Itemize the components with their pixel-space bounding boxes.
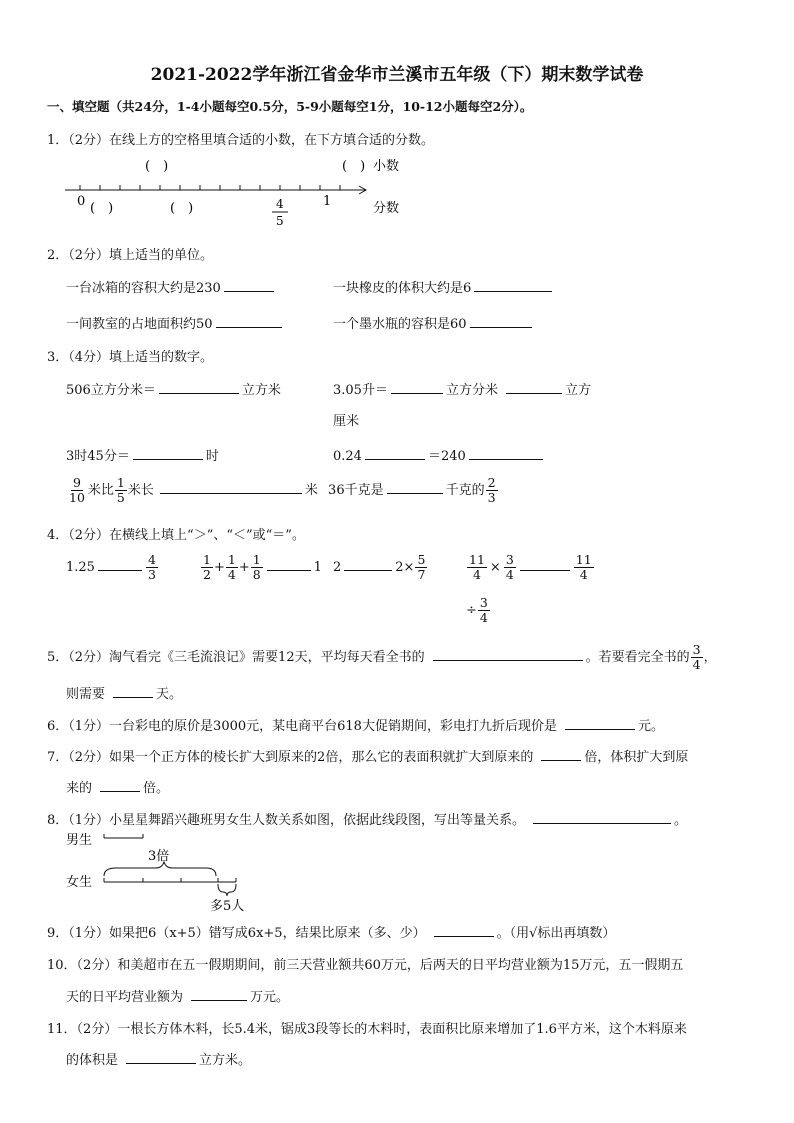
fraction-denominator: 5 [276,214,284,228]
fraction: $\frac{1}{8}$ [252,552,261,582]
q11-unit: 立方米。 [199,1053,252,1068]
q3-d2: ＝240 [427,449,466,464]
q7-text: 7．（2分）如果一个正方体的棱长扩大到原来的2倍，那么它的表面积就扩大到原来的 [47,750,534,765]
q4-c1: 2 [333,560,342,575]
question-4: 4．（2分）在横线上填上“＞”、“＜”或“＝”。 [47,528,305,543]
q4-item-d-cont [466,596,491,625]
question-10: 10．（2分）和美超市在五一假期期间，前三天营业额共60万元，后两天的日平均营业额为15万元，五一假期五 [47,958,684,973]
answer-blank[interactable] [100,778,140,792]
question-10-cont [66,986,289,1005]
q4-c2: 2× [395,560,415,575]
brace-top [104,862,216,876]
q4-a1: 1.25 [66,560,95,575]
page-title: 2021-2022学年浙江省金华市兰溪市五年级（下）期末数学试卷 [150,65,644,85]
q10-unit: 万元。 [250,990,290,1005]
zero-label: 0 [77,194,86,209]
q4-item-b [200,553,322,582]
q5-text2: 。若要看完全书的 [585,650,690,665]
question-6 [47,715,664,734]
q4-item-d [466,553,595,582]
q6-unit: 元。 [637,719,664,734]
plus-sign: + [238,560,250,575]
times-sign: × [489,560,501,575]
q3-c1: 3时45分＝ [66,449,130,464]
q5-comma: ， [703,650,717,665]
q3-item-d [333,445,546,464]
answer-blank[interactable] [541,747,581,761]
q3-a2: 立方米 [241,383,281,398]
q7-text-d: 倍。 [143,781,170,796]
answer-blank[interactable] [126,1050,196,1064]
fraction: $\frac{3}{4}$ [505,552,514,582]
fraction: $\frac{11}{4}$ [469,552,485,582]
q3-b1: 3.05升＝ [333,383,388,398]
q2-b-text: 一块橡皮的体积大约是6 [333,281,472,296]
answer-blank[interactable] [474,278,552,292]
answer-blank[interactable] [433,647,583,661]
answer-blank[interactable] [98,557,142,571]
q5-text: 5．（2分）淘气看完《三毛流浪记》需要12天，平均每天看全书的 [47,650,425,665]
q3-e-t1: 米比 [87,483,114,498]
fraction-blank-1: ( ) [90,201,114,216]
answer-blank[interactable] [159,380,239,394]
fraction: $\frac{9}{10}$ [69,475,85,505]
q9-text: 9．（1分）如果把6（x+5）错写成6x+5，结果比原来（多、少） [47,926,426,941]
answer-blank[interactable] [506,380,562,394]
q5-line2a: 则需要 [66,687,106,702]
q3-f2: 千克的 [445,483,485,498]
decimal-blank-1: ( ) [145,159,169,174]
answer-blank[interactable] [434,923,494,937]
q3-item-b-cont: 厘米 [333,414,360,429]
q3-item-b [333,379,591,398]
answer-blank[interactable] [469,446,543,460]
girl-segment [104,878,236,882]
fraction: $\frac{4}{3}$ [147,552,156,582]
divide-sign: ÷ [466,603,477,618]
question-11: 11．（2分）一根长方体木料，长5.4米，锯成3段等长的木料时，表面积比原来增加了1.6平方米，这个木料原来 [47,1022,687,1037]
boy-label: 男生 [66,833,93,848]
answer-blank[interactable] [520,557,570,571]
q4-item-c [333,553,428,582]
girl-label: 女生 [66,875,93,890]
fraction-blank-2: ( ) [170,201,194,216]
fraction: $\frac{1}{5}$ [116,475,125,505]
q4-item-a [66,553,159,582]
answer-blank[interactable] [160,480,302,494]
question-3: 3．（4分）填上适当的数字。 [47,350,214,365]
decimal-blank-2: ( ) [342,159,366,174]
q8-end: 。 [674,813,688,828]
q2-c-text: 一间教室的占地面积约50 [66,317,213,332]
number-line-figure [60,155,420,235]
q8-text: 8．（1分）小星星舞蹈兴趣班男女生人数关系如图，依据此线段图，写出等量关系。 [47,813,526,828]
answer-blank[interactable] [470,314,532,328]
answer-blank[interactable] [113,684,153,698]
q2-a-text: 一台冰箱的容积大约是230 [66,281,221,296]
q3-e-t3: 米 [304,483,318,498]
more5-label: 多5人 [210,899,245,914]
q3-a1: 506立方分米＝ [66,383,156,398]
q3-c2: 时 [205,449,219,464]
question-7-cont [66,777,169,796]
ticks [80,185,340,190]
answer-blank[interactable] [216,314,282,328]
answer-blank[interactable] [533,810,671,824]
q5-line2b: 天。 [156,687,183,702]
one-label: 1 [323,194,332,209]
fraction: $\frac{3}{4}$ [692,642,701,672]
question-9 [47,922,615,941]
q7-text-b: 倍，体积扩大到原 [584,750,689,765]
question-1: 1．（2分）在线上方的空格里填合适的小数，在下方填合适的分数。 [47,133,435,148]
decimal-label: 小数 [373,159,400,174]
answer-blank[interactable] [267,557,311,571]
q3-b2: 立方分米 [445,383,498,398]
q9-end: 。（用√标出再填数） [496,926,616,941]
question-2: 2．（2分）填上适当的单位。 [47,248,214,263]
question-7 [47,746,688,765]
answer-blank[interactable] [191,987,247,1001]
q6-text: 6．（1分）一台彩电的原价是3000元，某电商平台618大促销期间，彩电打九折后现价是 [47,719,557,734]
question-11-cont [66,1049,251,1068]
answer-blank[interactable] [133,446,203,460]
q3-b3: 立方 [564,383,591,398]
q2-item-d [333,313,535,332]
q11-text-b: 的体积是 [66,1053,119,1068]
answer-blank[interactable] [365,446,425,460]
q2-d-text: 一个墨水瓶的容积是60 [333,317,467,332]
q7-text-c: 来的 [66,781,93,796]
q2-item-c [66,313,285,332]
q3-f1: 36千克是 [328,483,384,498]
section-heading: 一、填空题（共24分，1-4小题每空0.5分，5-9小题每空1分，10-12小题每空2分）。 [47,99,533,114]
brace-bottom [218,884,236,896]
fraction: $\frac{1}{4}$ [227,552,236,582]
q3-d1: 0.24 [333,449,362,464]
answer-blank[interactable] [387,480,443,494]
q3-item-c [66,445,219,464]
question-5 [47,643,717,672]
answer-blank[interactable] [224,278,274,292]
answer-blank[interactable] [565,716,635,730]
q3-item-e [66,476,499,505]
answer-blank[interactable] [344,557,392,571]
fraction-numerator: 4 [276,197,284,211]
fraction: $\frac{5}{7}$ [417,552,426,582]
times3-label: 3倍 [148,849,170,864]
boy-segment [104,834,143,838]
fraction: $\frac{11}{4}$ [575,552,592,582]
question-5-cont [66,683,182,702]
q3-item-a [66,379,281,398]
fraction-label: 分数 [373,201,400,216]
fraction: $\frac{2}{3}$ [487,475,496,505]
answer-blank[interactable] [391,380,443,394]
q2-item-a [66,277,277,296]
q10-text-b: 天的日平均营业额为 [66,990,184,1005]
segment-diagram [60,826,260,916]
q2-item-b [333,277,555,296]
fraction: $\frac{3}{4}$ [479,595,488,625]
q3-e-t2: 米长 [127,483,154,498]
plus-sign: + [213,560,225,575]
fraction: $\frac{1}{2}$ [203,552,211,582]
q4-b-r: 1 [313,560,322,575]
